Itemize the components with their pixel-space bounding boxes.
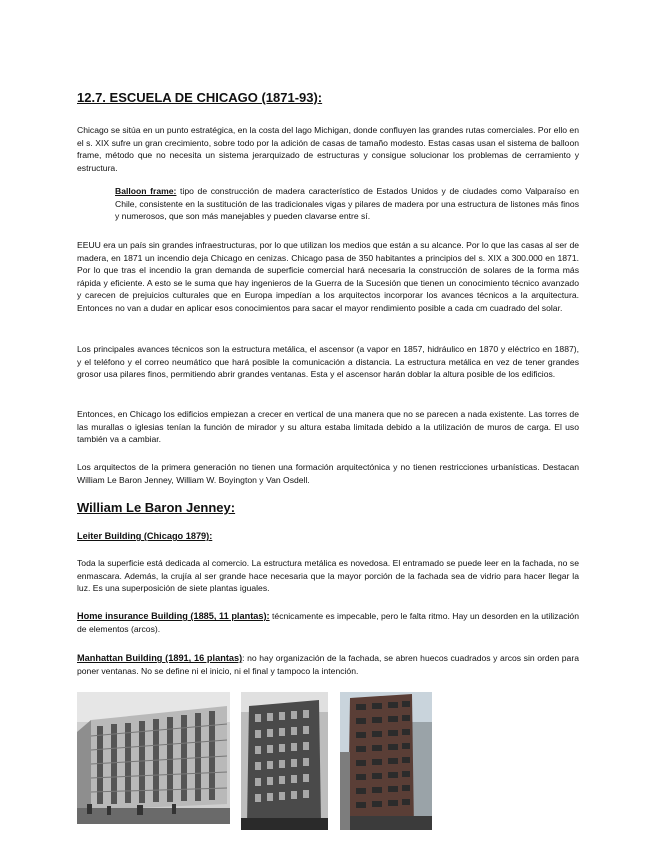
definition-text: tipo de construcción de madera característico de Estados Unidos y de ciudades como Valparaíso en Chile, consistente en la sustitución de las tradicionales vigas y pilares de madera por una estructura de listones más finos y numerosos, que son más manejables y pueden clavarse entre sí. bbox=[115, 186, 579, 222]
home-insurance-label: Home insurance Building (1885, 11 plantas): bbox=[77, 611, 270, 621]
definition-balloon-frame bbox=[115, 185, 579, 223]
paragraph-fire: EEUU era un país sin grandes infraestructuras, por lo que utilizan los medios que están a su alcance. Por lo que las casas al ser de madera, en 1871 un incendio deja Chicago en cenizas. Chicago pasa de 350 habitantes a principios del s. XIX a 300.000 en 1871. Por lo que tras el incendio la gran demanda de superficie comercial hará necesaria la construcción de solares de la forma más rápida y eficiente. A esto se le suma que hay ingenieros de la Guerra de la Sucesión que tienen un conocimiento técnico avanzado y carecen de prejuicios culturales que en Europa impedían a los arquitectos incorporar los avances técnicos a la arquitectura. Entonces no van a dudar en aplicar esos conocimientos para sacar el mayor rendimiento posible a cada cm cuadrado del solar. bbox=[77, 240, 579, 313]
paragraph-advances: Los principales avances técnicos son la estructura metálica, el ascensor (a vapor en 1857, hidráulico en 1870 y eléctrico en 1887), y el teléfono y el correo neumático que hará posible la comunicación a distancia. La estructura metálica en vez de tener grandes grosor usa pilares finos, permitiendo abrir grandes ventanas. Esta y el ascensor harán doblar la altura posible de los edificios. bbox=[77, 344, 579, 380]
manhattan-label: Manhattan Building (1891, 16 plantas) bbox=[77, 653, 243, 663]
chapter-title: 12.7. ESCUELA DE CHICAGO (1871-93): bbox=[77, 90, 323, 105]
leiter-text: Toda la superficie está dedicada al comercio. La estructura metálica es novedosa. El entramado se puede leer en la fachada, no se enmascara. Además, la crujía al ser grande hace necesaria que la mayor porción de la fachada sea de vidrio para hacer llegar la luz. Es una superposición de siete plantas iguales. bbox=[77, 558, 579, 594]
definition-term: Balloon frame: bbox=[115, 186, 177, 196]
manhattan-paragraph bbox=[77, 652, 579, 677]
manhattan-building-photo bbox=[340, 692, 432, 830]
paragraph-intro: Chicago se sitúa en un punto estratégica, en la costa del lago Michigan, donde confluyen las grandes rutas comerciales. Por ello en el s. XIX sufre un gran crecimiento, sobre todo por la adición de casas de tamaño modesto. Estas casas usan el sistema de balloon frame, método que no necesita un sistema jerarquizado de estructuras y consigue solucionar los problemas de cerramiento y estructura. bbox=[77, 125, 579, 173]
paragraph-vertical: Entonces, en Chicago los edificios empiezan a crecer en vertical de una manera que no se parecen a nada existente. Las torres de las murallas o iglesias tenían la función de mirador y su altura estaba limitada debido a la utilización de muros de carga. El uso también va a cambiar. bbox=[77, 409, 579, 445]
leiter-label: Leiter Building (Chicago 1879): bbox=[77, 531, 213, 541]
manhattan-text: : no hay organización de la fachada, se abren huecos cuadrados y arcos sin orden para poner ventanas. No se define ni el inicio, ni el final y tampoco la intención. bbox=[77, 653, 579, 676]
paragraph-architects: Los arquitectos de la primera generación no tienen una formación arquitectónica y no tienen restricciones urbanísticas. Destacan William Le Baron Jenney, William W. Boyington y Van Osdell. bbox=[77, 462, 579, 485]
home-insurance-paragraph bbox=[77, 610, 579, 635]
home-insurance-text: técnicamente es impecable, pero le falta ritmo. Hay un desorden en la utilización de elementos (arcos). bbox=[77, 611, 579, 634]
leiter-heading bbox=[77, 530, 212, 543]
leiter-building-photo bbox=[77, 692, 230, 824]
home-insurance-building-photo bbox=[241, 692, 328, 830]
section-title: William Le Baron Jenney: bbox=[77, 500, 236, 515]
